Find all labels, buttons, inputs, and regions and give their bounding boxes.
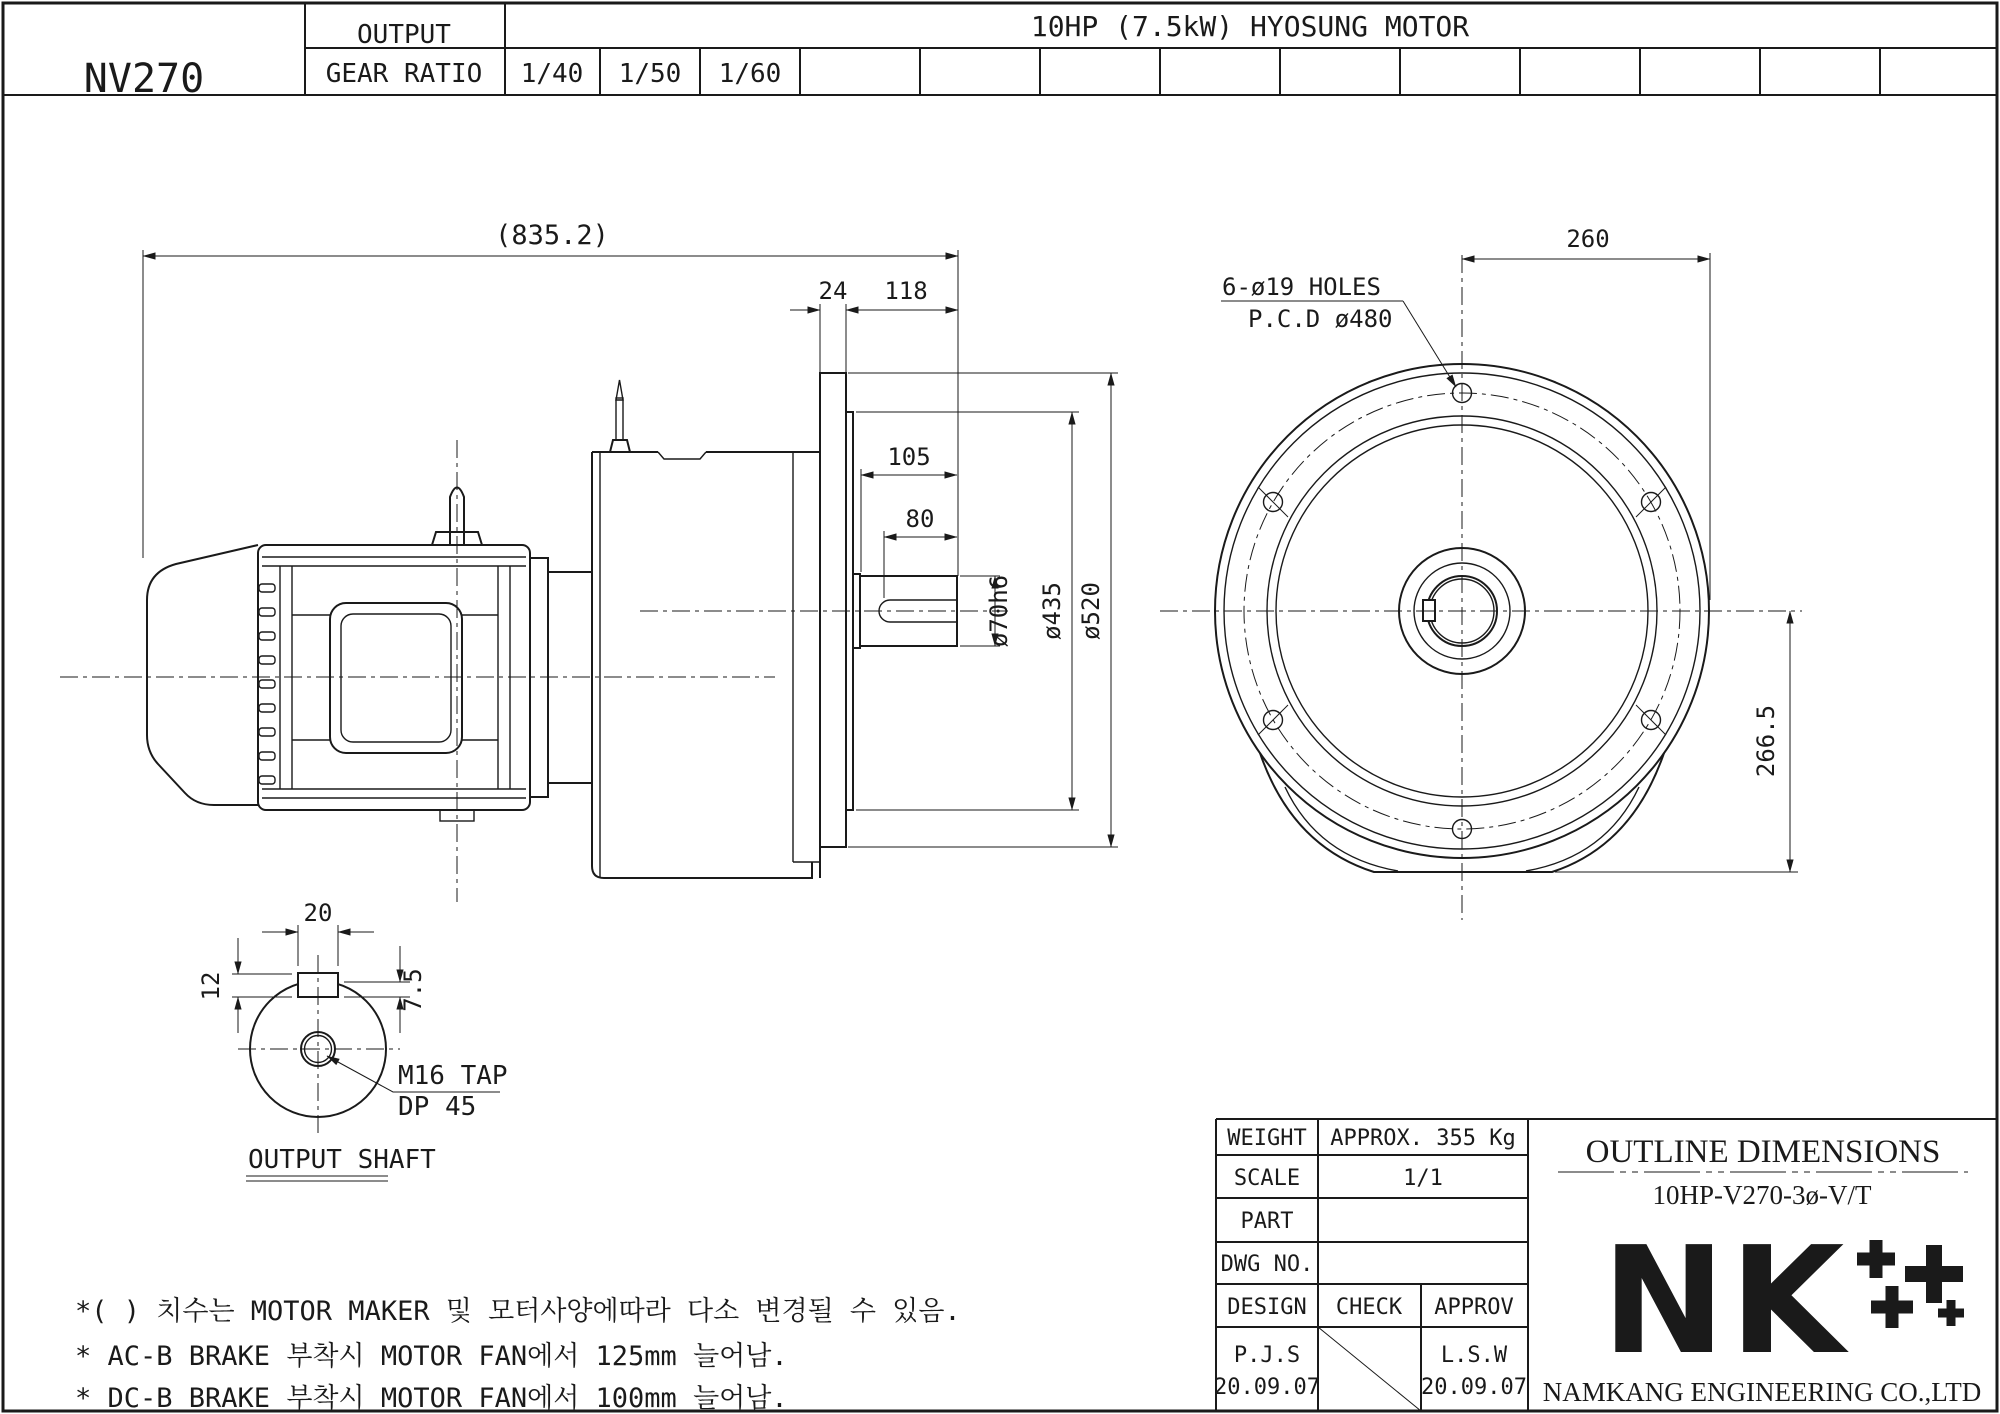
company-name: NAMKANG ENGINEERING CO.,LTD [1542, 1377, 1982, 1407]
tap-callout-line2: DP 45 [398, 1092, 477, 1122]
company-block [1543, 1134, 1981, 1407]
side-view-motor [147, 488, 592, 822]
dim-key-height: 12 [197, 971, 225, 1001]
side-view-dimensions [143, 220, 1118, 847]
dim-266-5: 266.5 [1752, 704, 1780, 778]
front-view-dimensions [1221, 225, 1798, 872]
tap-callout-line1: M16 TAP [398, 1061, 508, 1091]
title-block-text [1214, 1126, 1527, 1400]
dwg-no-label: DWG NO. [1220, 1252, 1314, 1277]
motor-fins [259, 584, 275, 784]
check-cell-slash [1318, 1327, 1421, 1411]
notes [75, 1296, 961, 1414]
design-name: P.J.S [1233, 1343, 1301, 1368]
output-shaft-detail [197, 899, 508, 1181]
holes-callout-line2: P.C.D ø480 [1248, 305, 1393, 333]
doc-title: OUTLINE DIMENSIONS [1585, 1134, 1941, 1170]
dim-24: 24 [818, 277, 848, 305]
scale-value: 1/1 [1403, 1166, 1443, 1191]
front-view [1160, 255, 1802, 920]
nk-logo-crosses [1857, 1240, 1964, 1328]
gear-ratio-1: 1/40 [520, 59, 584, 89]
gear-ratio-3: 1/60 [718, 59, 782, 89]
gear-ratio-label: GEAR RATIO [325, 59, 483, 89]
dim-key-depth: 7.5 [399, 968, 427, 1012]
nk-logo: NK [1601, 1215, 1849, 1387]
gear-ratio-2: 1/50 [618, 59, 682, 89]
note-3: * DC-B BRAKE 부착시 MOTOR FAN에서 100mm 늘어남. [75, 1383, 788, 1414]
note-2: * AC-B BRAKE 부착시 MOTOR FAN에서 125mm 늘어남. [75, 1341, 788, 1372]
part-label: PART [1240, 1209, 1294, 1234]
weight-label: WEIGHT [1227, 1126, 1307, 1151]
output-flange [820, 373, 846, 847]
model-number: NV270 [83, 56, 205, 102]
dim-overall-length: (835.2) [495, 220, 609, 251]
dim-118: 118 [884, 277, 928, 305]
dim-520: ø520 [1077, 582, 1105, 640]
dim-260: 260 [1566, 225, 1610, 253]
scale-label: SCALE [1233, 1166, 1301, 1191]
design-date: 20.09.07 [1214, 1375, 1320, 1400]
motor-title: 10HP (7.5kW) HYOSUNG MOTOR [1030, 10, 1470, 43]
model-code: 10HP-V270-3ø-V/T [1652, 1180, 1872, 1210]
dim-105: 105 [887, 443, 931, 471]
weight-value: APPROX. 355 Kg [1330, 1126, 1516, 1151]
note-1: *( ) 치수는 MOTOR MAKER 및 모터사양에따라 다소 변경될 수 있음. [75, 1296, 961, 1327]
dim-80: 80 [905, 505, 935, 533]
holes-callout-line1: 6-ø19 HOLES [1222, 273, 1381, 301]
approv-label: APPROV [1434, 1295, 1514, 1320]
dim-435: ø435 [1038, 582, 1066, 640]
dim-key-width: 20 [303, 899, 333, 927]
output-label: OUTPUT [357, 20, 451, 50]
shaft-detail-title: OUTPUT SHAFT [248, 1145, 436, 1175]
terminal-box [330, 603, 462, 753]
approv-date: 20.09.07 [1421, 1375, 1527, 1400]
dim-shaft-diameter: ø70h6 [985, 574, 1013, 648]
check-label: CHECK [1335, 1295, 1403, 1320]
header-table [84, 10, 1469, 102]
design-label: DESIGN [1227, 1295, 1307, 1320]
approv-name: L.S.W [1440, 1343, 1508, 1368]
breather-plug [610, 380, 630, 452]
side-view-centerlines [60, 440, 1008, 902]
